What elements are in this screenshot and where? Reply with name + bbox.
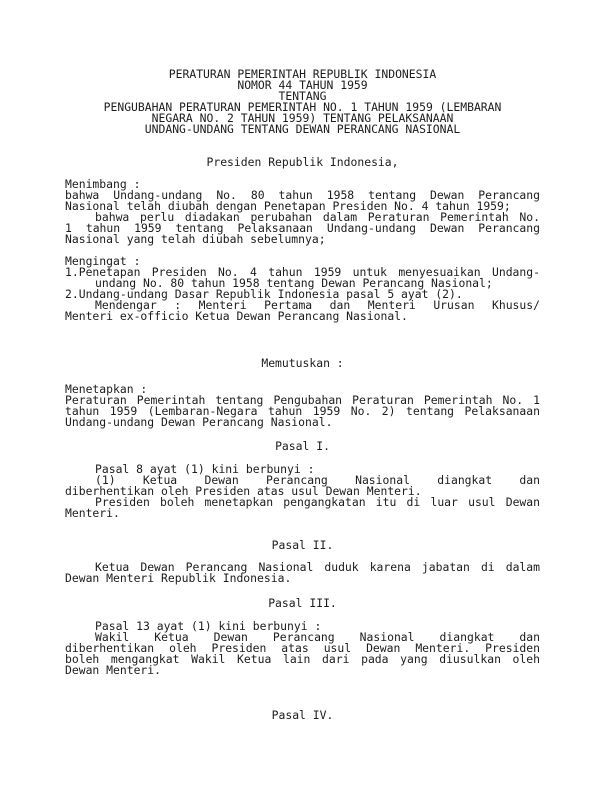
menetapkan-line: Undang-undang Dewan Perancang Nasional. <box>65 415 333 429</box>
mengingat-line: 2.Undang-undang Dasar Republik Indonesia pasal 5 ayat (2). <box>65 287 463 301</box>
pasal-4-heading <box>65 710 540 721</box>
pasal-1-line: (1) Ketua Dewan Perancang Nasional diangkat dan <box>95 473 540 487</box>
mengingat-block <box>65 256 540 322</box>
pasal-3-heading <box>65 598 540 609</box>
pasal-3-line: diberhentikan oleh Presiden atas usul Dewan Menteri. Presiden <box>65 641 540 655</box>
menetapkan-line: Peraturan Pemerintah tentang Pengubahan Peraturan Pemerintah No. 1 <box>65 393 540 407</box>
title-line: UNDANG-UNDANG TENTANG DEWAN PERANCANG NASIONAL <box>144 122 461 136</box>
menimbang-line: 1 tahun 1959 tentang Pelaksanaan Undang-undang Dewan Perancang <box>65 221 540 235</box>
menimbang-line: Nasional yang telah diubah sebelumnya; <box>65 232 326 246</box>
salutation-block <box>65 157 540 168</box>
pasal-3-line: Pasal 13 ayat (1) kini berbunyi : <box>95 619 322 633</box>
mengingat-line: Menteri ex-officio Ketua Dewan Perancang Nasional. <box>65 309 408 323</box>
menimbang-line: bahwa perlu diadakan perubahan dalam Peraturan Pemerintah No. <box>95 210 540 224</box>
pasal-heading-line: Pasal II. <box>271 538 334 552</box>
menetapkan-block <box>65 384 540 428</box>
mengingat-line: undang No. 80 tahun 1958 tentang Dewan Perancang Nasional; <box>95 276 493 290</box>
menetapkan-label: Menetapkan : <box>65 382 148 396</box>
pasal-3-line: Wakil Ketua Dewan Perancang Nasional diangkat dan <box>95 630 540 644</box>
title-line: NEGARA NO. 2 TAHUN 1959) TENTANG PELAKSANAAN <box>151 111 454 125</box>
pasal-2-body <box>65 562 540 584</box>
pasal-3-line: boleh mengangkat Wakil Ketua lain dari pada yang diusulkan oleh <box>65 652 540 666</box>
pasal-3-body <box>65 621 540 676</box>
pasal-heading-line: Pasal III. <box>268 596 337 610</box>
menimbang-line: Nasional telah diubah dengan Penetapan Presiden No. 4 tahun 1959; <box>65 199 511 213</box>
pasal-1-line: Menteri. <box>65 506 120 520</box>
title-block <box>65 69 540 135</box>
mengingat-line: Mendengar : Menteri Pertama dan Menteri Urusan Khusus/ <box>95 298 540 312</box>
pasal-3-line: Dewan Menteri. <box>65 663 162 677</box>
salutation-line: Presiden Republik Indonesia, <box>206 155 399 169</box>
pasal-1-body <box>65 464 540 519</box>
pasal-2-line: Dewan Menteri Republik Indonesia. <box>65 571 292 585</box>
menetapkan-line: tahun 1959 (Lembaran-Negara tahun 1959 No. 2) tentang Pelaksanaan <box>65 404 540 418</box>
pasal-1-line: diberhentikan oleh Presiden atas usul Dewan Menteri. <box>65 484 422 498</box>
title-line: NOMOR 44 TAHUN 1959 <box>237 78 368 92</box>
title-line: PENGUBAHAN PERATURAN PEMERINTAH NO. 1 TAHUN 1959 (LEMBARAN <box>103 100 502 114</box>
pasal-1-heading <box>65 441 540 452</box>
memutuskan-block <box>65 358 540 369</box>
menimbang-label: Menimbang : <box>65 177 141 191</box>
mengingat-line: 1.Penetapan Presiden No. 4 tahun 1959 untuk menyesuaikan Undang- <box>65 265 540 279</box>
title-line: TENTANG <box>278 89 327 103</box>
pasal-1-line: Pasal 8 ayat (1) kini berbunyi : <box>95 462 315 476</box>
pasal-heading-line: Pasal IV. <box>271 708 334 722</box>
pasal-heading-line: Pasal I. <box>275 439 330 453</box>
menimbang-block <box>65 179 540 245</box>
mengingat-label: Mengingat : <box>65 254 141 268</box>
title-line: PERATURAN PEMERINTAH REPUBLIK INDONESIA <box>168 67 437 81</box>
memutuskan-line: Memutuskan : <box>261 356 344 370</box>
pasal-2-line: Ketua Dewan Perancang Nasional duduk karena jabatan di dalam <box>95 560 540 574</box>
menimbang-line: bahwa Undang-undang No. 80 tahun 1958 tentang Dewan Perancang <box>65 188 540 202</box>
pasal-2-heading <box>65 540 540 551</box>
pasal-1-line: Presiden boleh menetapkan pengangkatan itu di luar usul Dewan <box>95 495 540 509</box>
